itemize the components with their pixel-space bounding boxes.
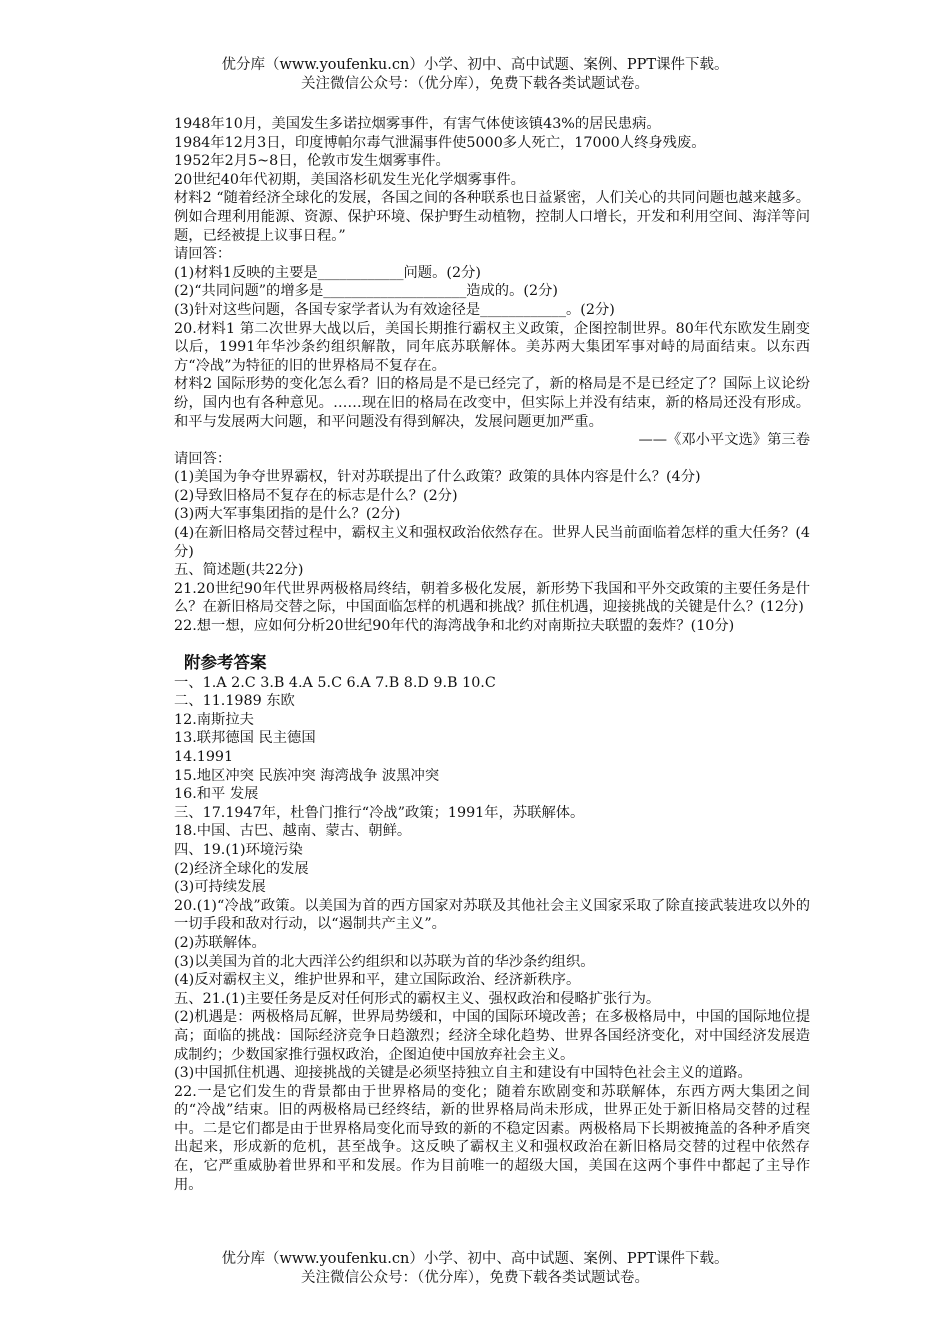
question-item: (1)材料1反映的主要是____________问题。(2分) bbox=[174, 264, 481, 281]
question-20-material-1: 20.材料1 第二次世界大战以后，美国长期推行霸权主义政策，企图控制世界。80年代东欧发生剧变以后，1991年华沙条约组织解散，同年底苏联解体。美苏两大集团军事对峙的局面结束。以东西方“冷战”为特征的旧的世界格局不复存在。 bbox=[174, 320, 810, 374]
answer-line: 二、11.1989 东欧 bbox=[174, 693, 295, 710]
question-item: (3)两大军事集团指的是什么？(2分) bbox=[174, 506, 401, 523]
header-line-1: 优分库（www.youfenku.cn）小学、初中、高中试题、案例、PPT课件下载。 bbox=[221, 57, 729, 73]
answer-line: (2)苏联解体。 bbox=[174, 934, 266, 951]
answer-line: (2)机遇是：两极格局瓦解，世界局势缓和，中国的国际环境改善；在多极格局中，中国的国际地位提高；面临的挑战：国际经济竞争日趋激烈；经济全球化趋势、世界各国经济变化，对中国经济发展造成制约；少数国家推行强权政治，企图迫使中国放弃社会主义。 bbox=[174, 1009, 810, 1063]
text-line: 20世纪40年代初期，美国洛杉矶发生光化学烟雾事件。 bbox=[174, 171, 525, 188]
document-body bbox=[174, 115, 810, 1194]
text-line: 请回答： bbox=[174, 450, 232, 467]
answer-line: 13.联邦德国 民主德国 bbox=[174, 730, 316, 747]
text-line: 1952年2月5~8日，伦敦市发生烟雾事件。 bbox=[174, 153, 450, 170]
answer-line: 22.一是它们发生的背景都由于世界格局的变化；随着东欧剧变和苏联解体，东西方两大集团之间的“冷战”结束。旧的两极格局已经终结，新的世界格局尚未形成，世界正处于新旧格局交替的过程中。二是它们都是由于世界格局变化而导致的新的不稳定因素。两极格局下长期被掩盖的各种矛盾突出起来，形成新的危机，甚至战争。这反映了霸权主义和强权政治在新旧格局交替的过程中依然存在，它严重威胁着世界和平和发展。作为目前唯一的超级大国，美国在这两个事件中都起了主导作用。 bbox=[174, 1083, 810, 1193]
citation-source: ——《邓小平文选》第三卷 bbox=[638, 432, 810, 449]
answer-line: 12.南斯拉夫 bbox=[174, 711, 254, 728]
question-22: 22.想一想，应如何分析20世纪90年代的海湾战争和北约对南斯拉夫联盟的轰炸？(10分) bbox=[174, 618, 735, 635]
answer-line: (4)反对霸权主义，维护世界和平，建立国际政治、经济新秩序。 bbox=[174, 972, 581, 989]
question-item: (2)导致旧格局不复存在的标志是什么？(2分) bbox=[174, 487, 458, 504]
answers-title: 附参考答案 bbox=[184, 652, 267, 672]
question-item: (3)针对这些问题，各国专家学者认为有效途径是____________。(2分) bbox=[174, 301, 615, 318]
answer-line: 16.和平 发展 bbox=[174, 786, 259, 803]
section-heading: 五、简述题(共22分) bbox=[174, 562, 304, 579]
material-2-paragraph: 材料2 “随着经济全球化的发展，各国之间的各种联系也日益紧密，人们关心的共同问题也越来越多。例如合理利用能源、资源、保护环境、保护野生动植物，控制人口增长，开发和利用空间、海洋等问题，已经被提上议事日程。” bbox=[174, 190, 810, 244]
answer-line: 15.地区冲突 民族冲突 海湾战争 波黑冲突 bbox=[174, 767, 440, 784]
answer-line: (3)以美国为首的北大西洋公约组织和以苏联为首的华沙条约组织。 bbox=[174, 953, 595, 970]
question-20-material-2: 材料2 国际形势的变化怎么看？旧的格局是不是已经完了，新的格局是不是已经定了？国际上议论纷纷，国内也有各种意见。……现在旧的格局在改变中，但实际上并没有结束，新的格局还没有形成。和平与发展两大问题，和平问题没有得到解决，发展问题更加严重。 bbox=[174, 376, 810, 430]
answer-line: 三、17.1947年，杜鲁门推行“冷战”政策；1991年，苏联解体。 bbox=[174, 804, 585, 821]
question-item: (2)“共同问题”的增多是____________________造成的。(2分) bbox=[174, 283, 558, 300]
page-header bbox=[0, 56, 950, 94]
text-line: 1984年12月3日，印度博帕尔毒气泄漏事件使5000多人死亡，17000人终身残废。 bbox=[174, 134, 706, 151]
answer-line: 四、19.(1)环境污染 bbox=[174, 841, 303, 858]
answer-line: (3)可持续发展 bbox=[174, 879, 266, 896]
page-footer bbox=[0, 1250, 950, 1288]
question-item: (1)美国为争夺世界霸权，针对苏联提出了什么政策？政策的具体内容是什么？(4分) bbox=[174, 469, 701, 486]
text-line: 1948年10月，美国发生多诺拉烟雾事件，有害气体使该镇43%的居民患病。 bbox=[174, 116, 661, 132]
answer-line: (3)中国抓住机遇、迎接挑战的关键是必须坚持独立自主和建设有中国特色社会主义的道路。 bbox=[174, 1065, 752, 1082]
answer-line: 五、21.(1)主要任务是反对任何形式的霸权主义、强权政治和侵略扩张行为。 bbox=[174, 990, 661, 1007]
text-line: 请回答： bbox=[174, 246, 232, 263]
answer-line: (2)经济全球化的发展 bbox=[174, 860, 309, 877]
answer-line: 14.1991 bbox=[174, 749, 234, 765]
answer-line: 18.中国、古巴、越南、蒙古、朝鲜。 bbox=[174, 823, 412, 840]
answer-line: 20.(1)“冷战”政策。以美国为首的西方国家对苏联及其他社会主义国家采取了除直接武装进攻以外的一切手段和敌对行动，以“遏制共产主义”。 bbox=[174, 897, 810, 933]
answer-line: 一、1.A 2.C 3.B 4.A 5.C 6.A 7.B 8.D 9.B 10.C bbox=[174, 674, 496, 691]
question-21: 21.20世纪90年代世界两极格局终结，朝着多极化发展，新形势下我国和平外交政策的主要任务是什么？在新旧格局交替之际，中国面临怎样的机遇和挑战？抓住机遇，迎接挑战的关键是什么？(12分) bbox=[174, 580, 810, 616]
footer-line-2: 关注微信公众号：（优分库），免费下载各类试题试卷。 bbox=[301, 1270, 649, 1286]
footer-line-1: 优分库（www.youfenku.cn）小学、初中、高中试题、案例、PPT课件下载。 bbox=[221, 1251, 729, 1267]
question-item: (4)在新旧格局交替过程中，霸权主义和强权政治依然存在。世界人民当前面临着怎样的重大任务？(4分) bbox=[174, 525, 810, 560]
header-line-2: 关注微信公众号：（优分库），免费下载各类试题试卷。 bbox=[301, 76, 649, 92]
answers-block bbox=[174, 674, 810, 1195]
